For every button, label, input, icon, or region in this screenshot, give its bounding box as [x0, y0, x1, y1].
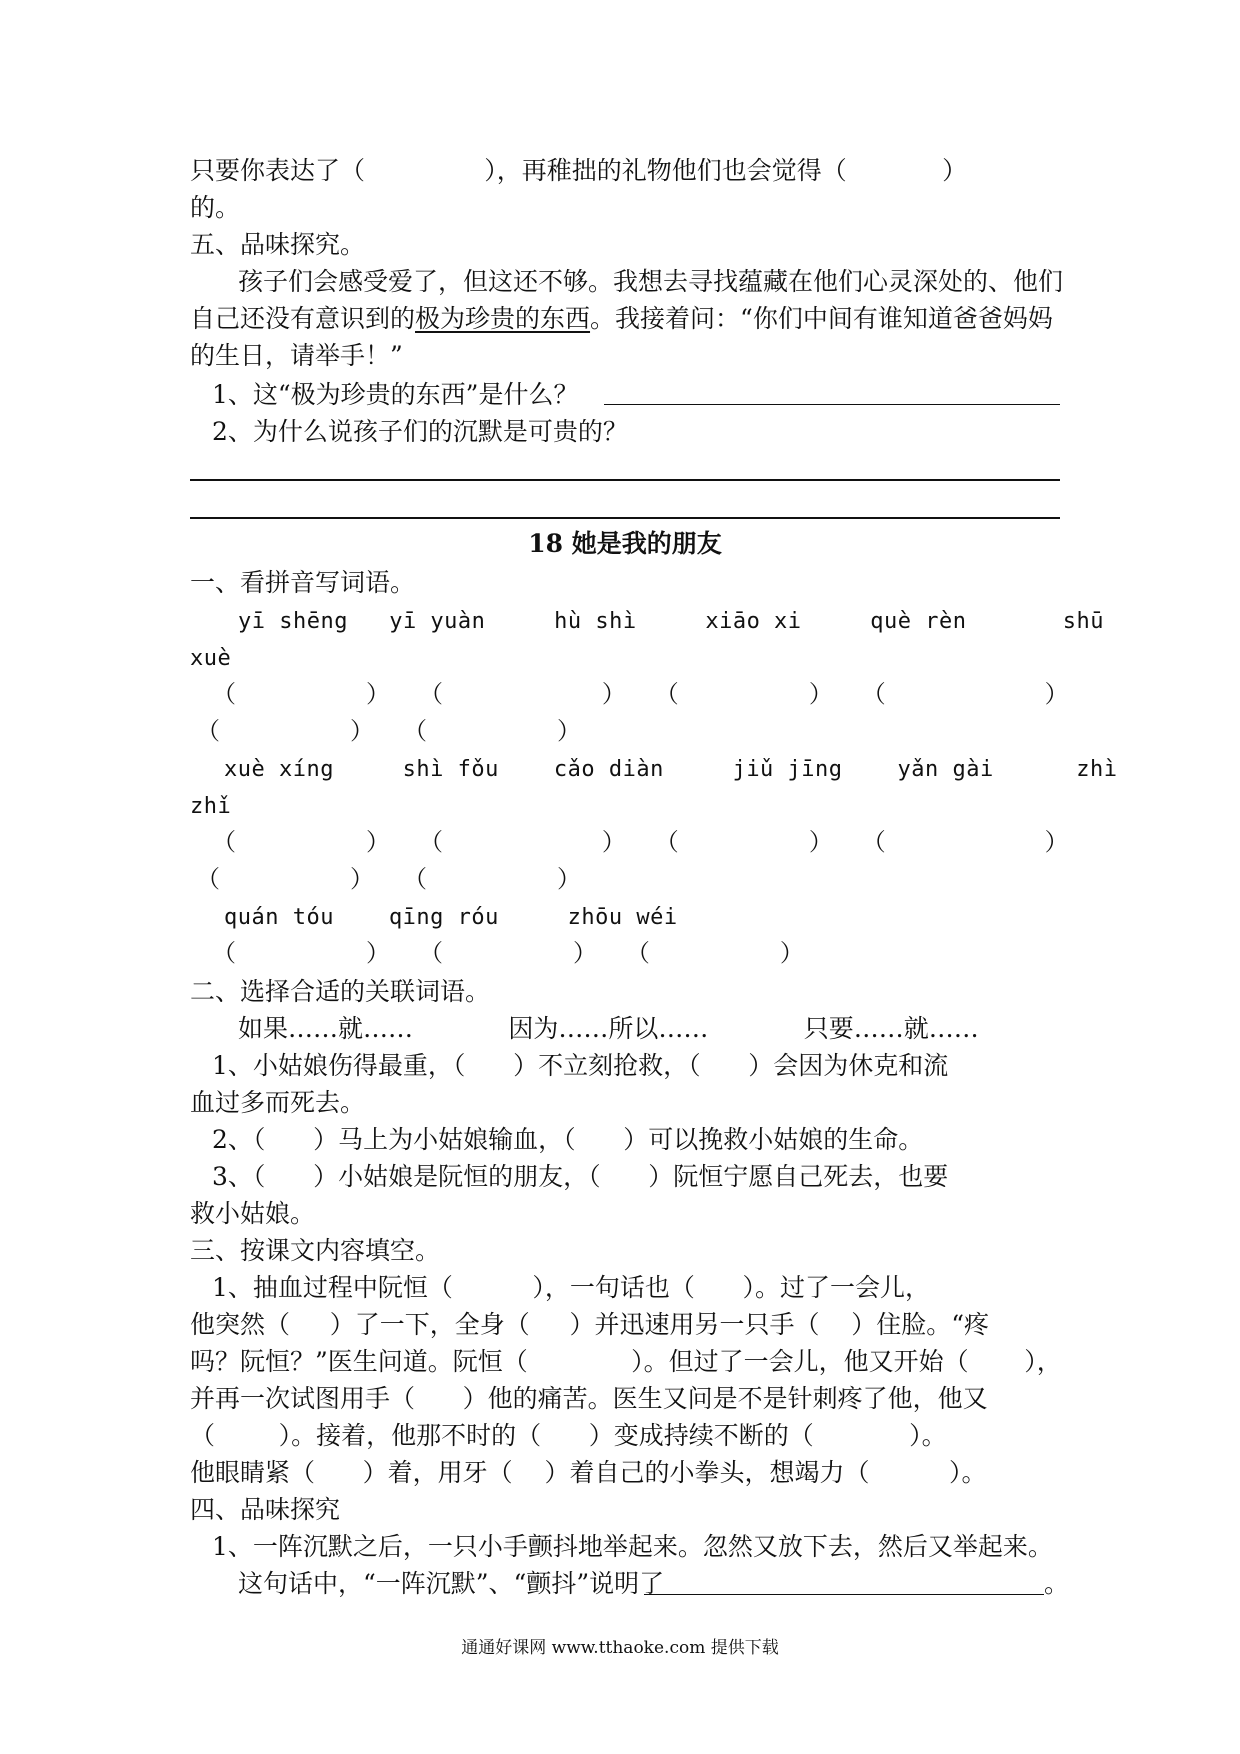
- section5-question-2: 2、为什么说孩子们的沉默是可贵的？: [212, 417, 628, 446]
- answer-brackets-row-2[interactable]: （ ） （ ） （ ） （ ）: [212, 828, 1069, 856]
- part1-heading: 一、看拼音写词语。: [190, 568, 416, 597]
- part4-question-1-end: 。: [1044, 1569, 1070, 1598]
- lesson-title: 18 她是我的朋友: [528, 529, 722, 558]
- part2-question-3-line-1: 3、（ ）小姑娘是阮恒的朋友，（ ）阮恒宁愿自己死去，也要: [212, 1162, 949, 1191]
- part3-line-3: 吗？阮恒？”医生问道。阮恒（ ）。但过了一会儿，他又开始（ ），: [190, 1347, 1062, 1376]
- section5-heading: 五、品味探究。: [190, 230, 366, 259]
- part3-heading: 三、按课文内容填空。: [190, 1236, 441, 1265]
- section5-question-1: 1、这“极为珍贵的东西”是什么？: [212, 380, 579, 409]
- intro-line-2: 的。: [190, 193, 241, 222]
- answer-line-q1[interactable]: [604, 404, 1060, 405]
- part2-question-1-line-2: 血过多而死去。: [190, 1088, 366, 1117]
- answer-line-q2[interactable]: [190, 479, 1060, 481]
- part2-heading: 二、选择合适的关联词语。: [190, 977, 491, 1006]
- section5-para-line-1: 孩子们会感受爱了，但这还不够。我想去寻找蕴藏在他们心灵深处的、他们: [238, 267, 1064, 296]
- answer-brackets-row-2b[interactable]: （ ） （ ）: [196, 865, 581, 893]
- para-text-before: 自己还没有意识到的: [190, 304, 416, 333]
- part3-line-1: 1、抽血过程中阮恒（ ），一句话也（ ）。过了一会儿，: [212, 1273, 931, 1302]
- part4-question-1-prompt: 这句话中，“一阵沉默”、“颤抖”说明了: [238, 1569, 665, 1598]
- section5-para-line-2: [190, 300, 1060, 337]
- part3-line-5: （ ）。接着，他那不时的（ ）变成持续不断的（ ）。: [190, 1421, 947, 1450]
- page-footer: 通通好课网 www.tthaoke.com 提供下载: [461, 1638, 779, 1658]
- section-divider: [190, 517, 1060, 519]
- part4-heading: 四、品味探究: [190, 1495, 341, 1524]
- pinyin-row-1: yī shēng yī yuàn hù shì xiāo xi què rèn shū: [238, 609, 1104, 634]
- intro-line-1: 只要你表达了（ ），再稚拙的礼物他们也会觉得（ ）: [190, 156, 968, 185]
- part3-line-6: 他眼睛紧（ ）着，用牙（ ）着自己的小拳头，想竭力（ ）。: [190, 1458, 987, 1487]
- part2-question-1-line-1: 1、小姑娘伤得最重，（ ）不立刻抢救，（ ）会因为休克和流: [212, 1051, 949, 1080]
- answer-brackets-row-1[interactable]: （ ） （ ） （ ） （ ）: [212, 680, 1069, 708]
- para-text-after: 。我接着问：“你们中间有谁知道爸爸妈妈: [590, 304, 1053, 333]
- pinyin-row-2: xuè xíng shì fǒu cǎo diàn jiǔ jīng yǎn gài zhì: [224, 757, 1118, 782]
- part3-line-2: 他突然（ ）了一下，全身（ ）并迅速用另一只手（ ）住脸。“疼: [190, 1310, 990, 1339]
- answer-line-part4[interactable]: [644, 1594, 1044, 1595]
- answer-brackets-row-3[interactable]: （ ） （ ） （ ）: [212, 939, 804, 967]
- underlined-phrase: 极为珍贵的东西: [415, 304, 591, 333]
- section5-para-line-3: 的生日，请举手！”: [190, 341, 403, 370]
- part4-question-1: 1、一阵沉默之后，一只小手颤抖地举起来。忽然又放下去，然后又举起来。: [212, 1532, 1053, 1561]
- part2-question-3-line-2: 救小姑娘。: [190, 1199, 316, 1228]
- pinyin-row-2-wrap: zhǐ: [190, 794, 232, 819]
- pinyin-row-1-wrap: xuè: [190, 646, 232, 671]
- part2-question-2: 2、（ ）马上为小姑娘输血，（ ）可以挽救小姑娘的生命。: [212, 1125, 924, 1154]
- part3-line-4: 并再一次试图用手（ ）他的痛苦。医生又问是不是针刺疼了他，他又: [190, 1384, 988, 1413]
- pinyin-row-3: quán tóu qīng róu zhōu wéi: [224, 905, 678, 930]
- answer-brackets-row-1b[interactable]: （ ） （ ）: [196, 717, 581, 745]
- conjunction-options: 如果……就…… 因为……所以…… 只要……就……: [238, 1014, 979, 1043]
